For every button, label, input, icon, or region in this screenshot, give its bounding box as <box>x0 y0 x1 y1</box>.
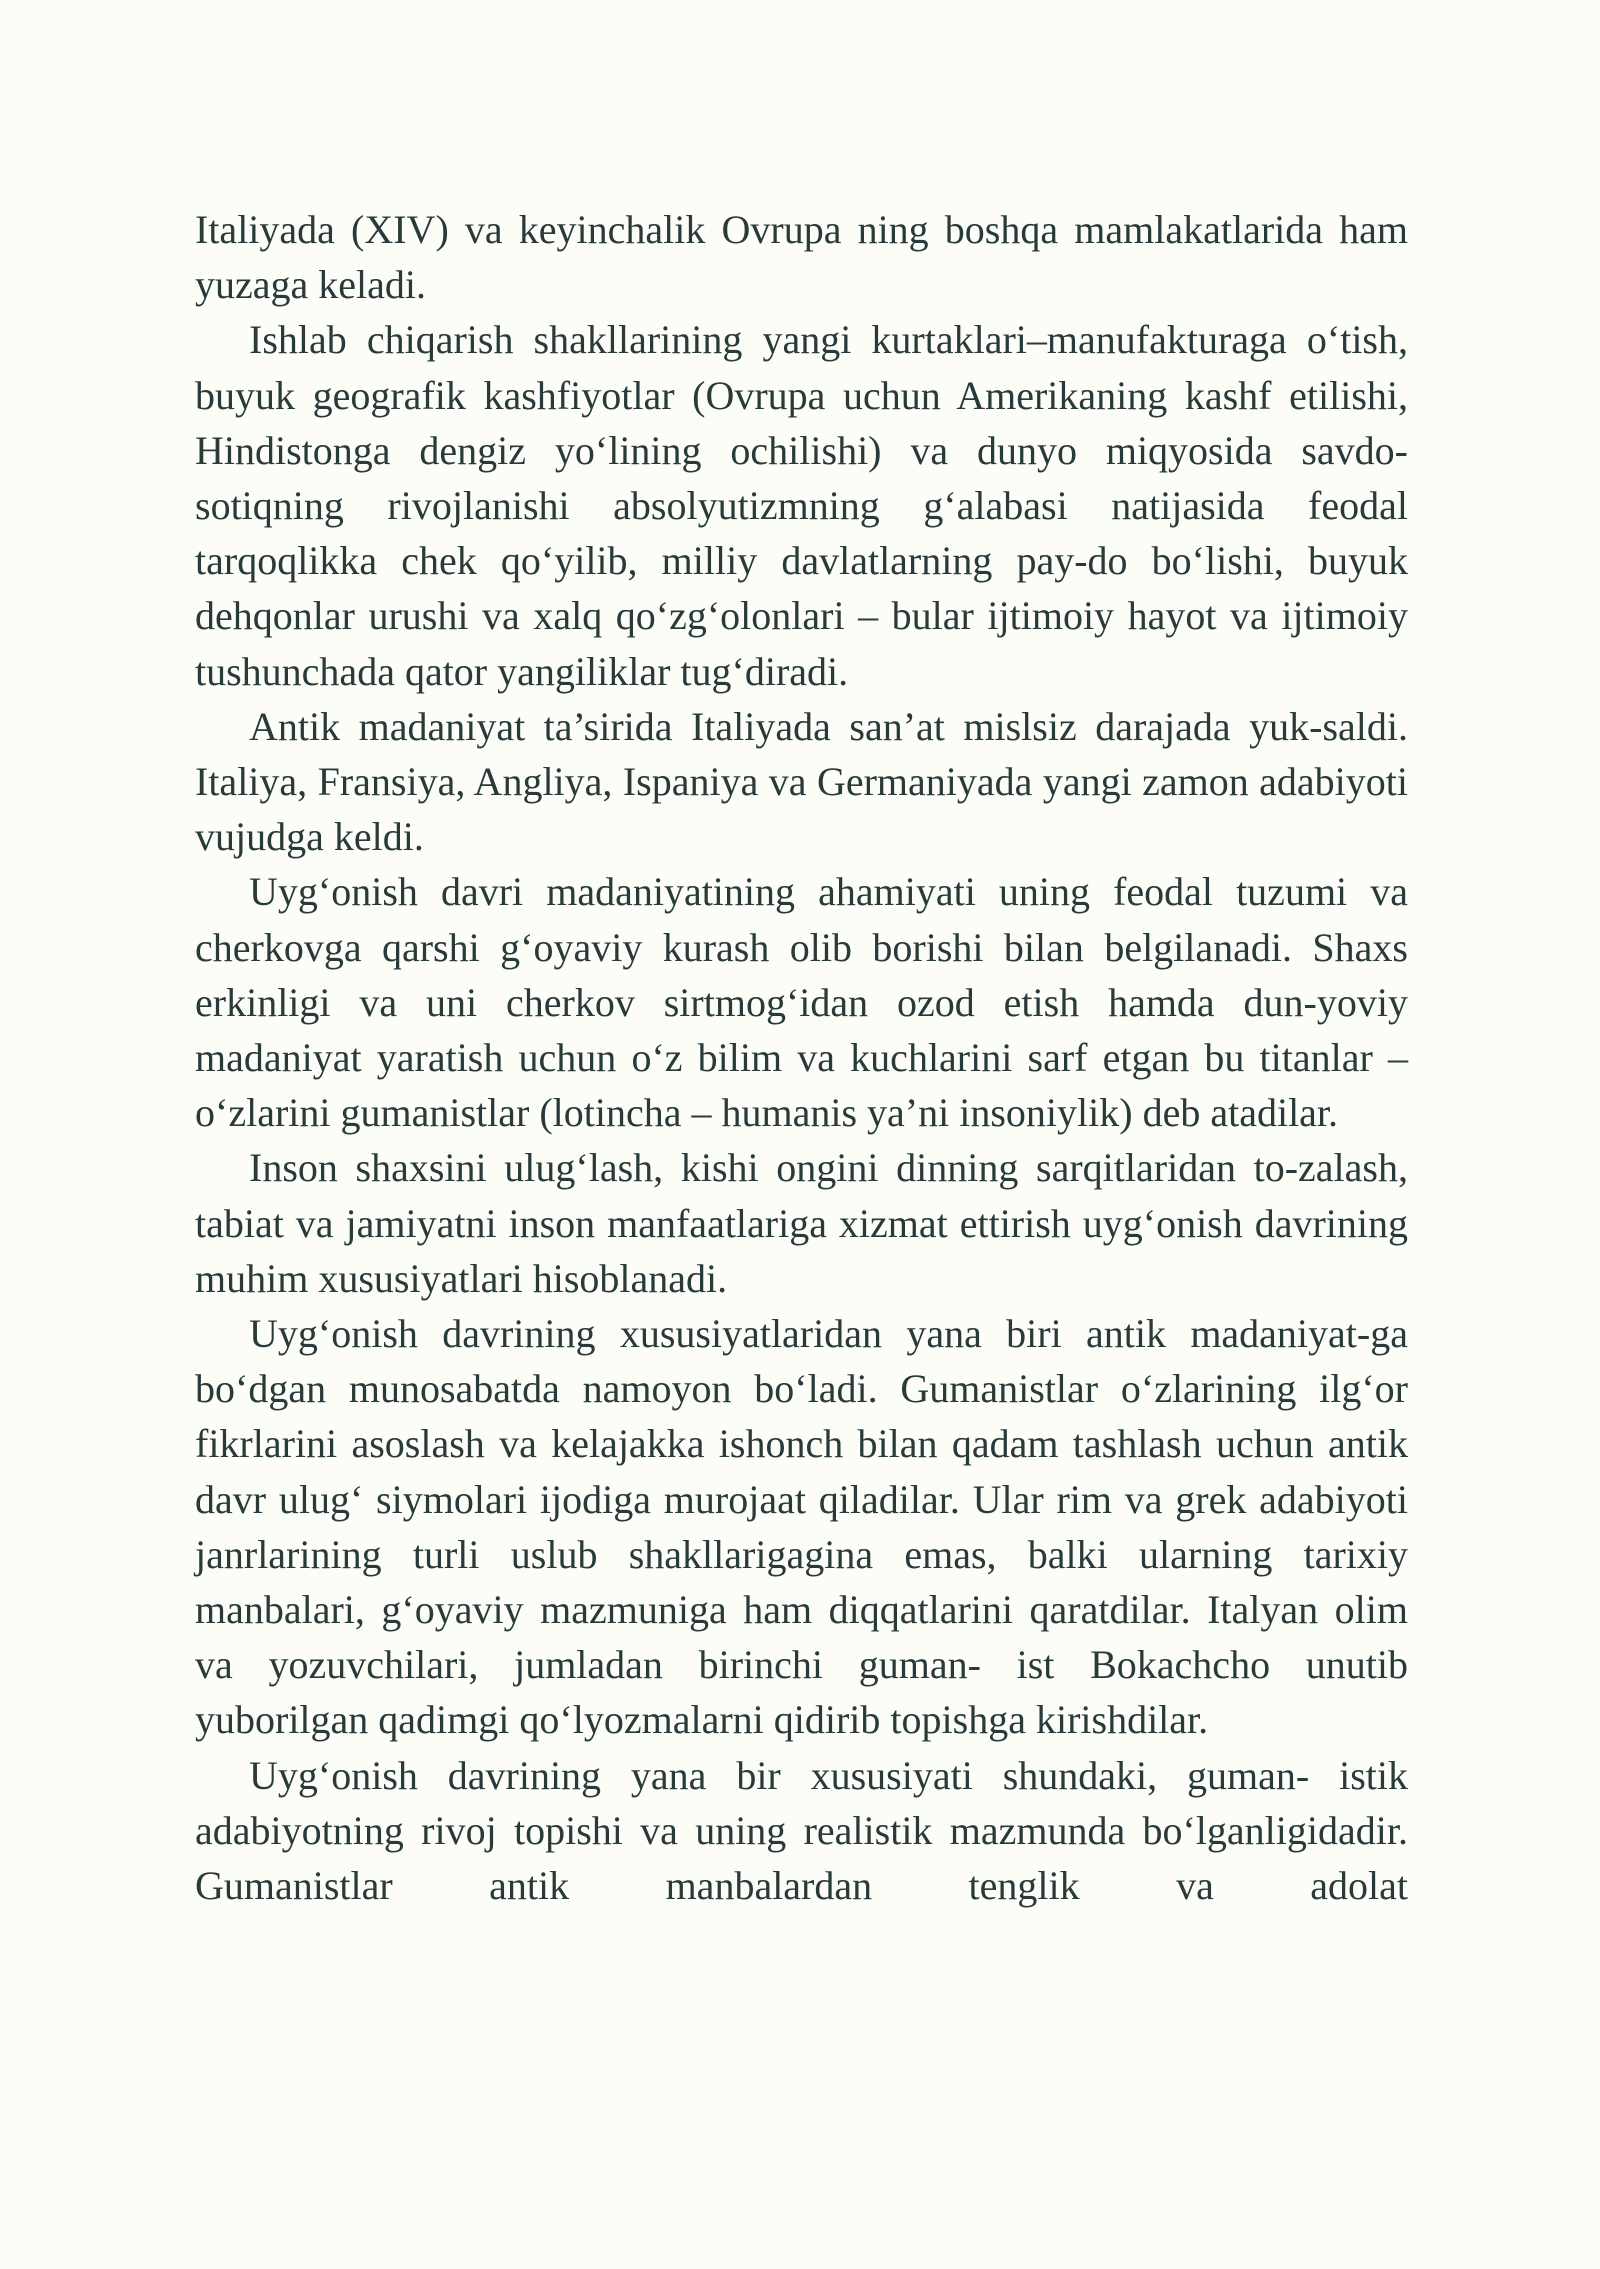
paragraph-1: Italiyada (XIV) va keyinchalik Ovrupa ning boshqa mamlakatlarida ham yuzaga keladi. <box>195 207 1408 308</box>
paragraph-4: Uyg‘onish davri madaniyatining ahamiyati uning feodal tuzumi va cherkovga qarshi g‘oyaviy kurash olib borishi bilan belgilanadi. Shaxs erkinligi va uni cherkov sirtmog‘idan ozod etish hamda dun-yoviy madaniyat yaratish uchun o‘z bilim va kuchlarini sarf etgan bu titanlar – o‘zlarini gumanistlar (lotincha – humanis ya’ni insoniylik) deb atadilar. <box>195 869 1408 1136</box>
paragraph-6: Uyg‘onish davrining xususiyatlaridan yana biri antik madaniyat-ga bo‘dgan munosabatda namoyon bo‘ladi. Gumanistlar o‘zlarining ilg‘or fikrlarini asoslash va kelajakka ishonch bilan qadam tashlash uchun antik davr ulug‘ siymolari ijodiga murojaat qiladilar. Ular rim va grek adabiyoti janrlarining turli uslub shakllarigagina emas, balki ularning tarixiy manbalari, g‘oyaviy mazmuniga ham diqqatlarini qaratdilar. Italyan olim va yozuvchilari, jumladan birinchi guman- ist Bokachcho unutib yuborilgan qadimgi qo‘lyozmalarni qidirib topishga kirishdilar. <box>195 1311 1408 1743</box>
paragraph-3: Antik madaniyat ta’sirida Italiyada san’at mislsiz darajada yuk-saldi. Italiya, Fransiya, Angliya, Ispaniya va Germaniyada yangi zamon adabiyoti vujudga keldi. <box>195 703 1408 860</box>
paragraph-2: Ishlab chiqarish shakllarining yangi kurtaklari–manufakturaga o‘tish, buyuk geografik kashfiyotlar (Ovrupa uchun Amerikaning kashf etilishi, Hindistonga dengiz yo‘lining ochilishi) va dunyo miqyosida savdo-sotiqning rivojlanishi absolyutizmning g‘alabasi natijasida feodal tarqoqlikka chek qo‘yilib, milliy davlatlarning pay-do bo‘lishi, buyuk dehqonlar urushi va xalq qo‘zg‘olonlari – bular ijtimoiy hayot va ijtimoiy tushunchada qator yangiliklar tug‘diradi. <box>195 317 1408 694</box>
paragraph-5: Inson shaxsini ulug‘lash, kishi ongini dinning sarqitlaridan to-zalash, tabiat va jamiyatni inson manfaatlariga xizmat ettirish uyg‘onish davrining muhim xususiyatlari hisoblanadi. <box>195 1145 1408 1301</box>
paragraph-7: Uyg‘onish davrining yana bir xususiyati shundaki, guman- istik adabiyotning rivoj topishi va uning realistik mazmunda bo‘lganligidadir. Gumanistlar antik manbalardan tenglik va adolat <box>195 1752 1408 1909</box>
body-text <box>195 202 1408 1913</box>
